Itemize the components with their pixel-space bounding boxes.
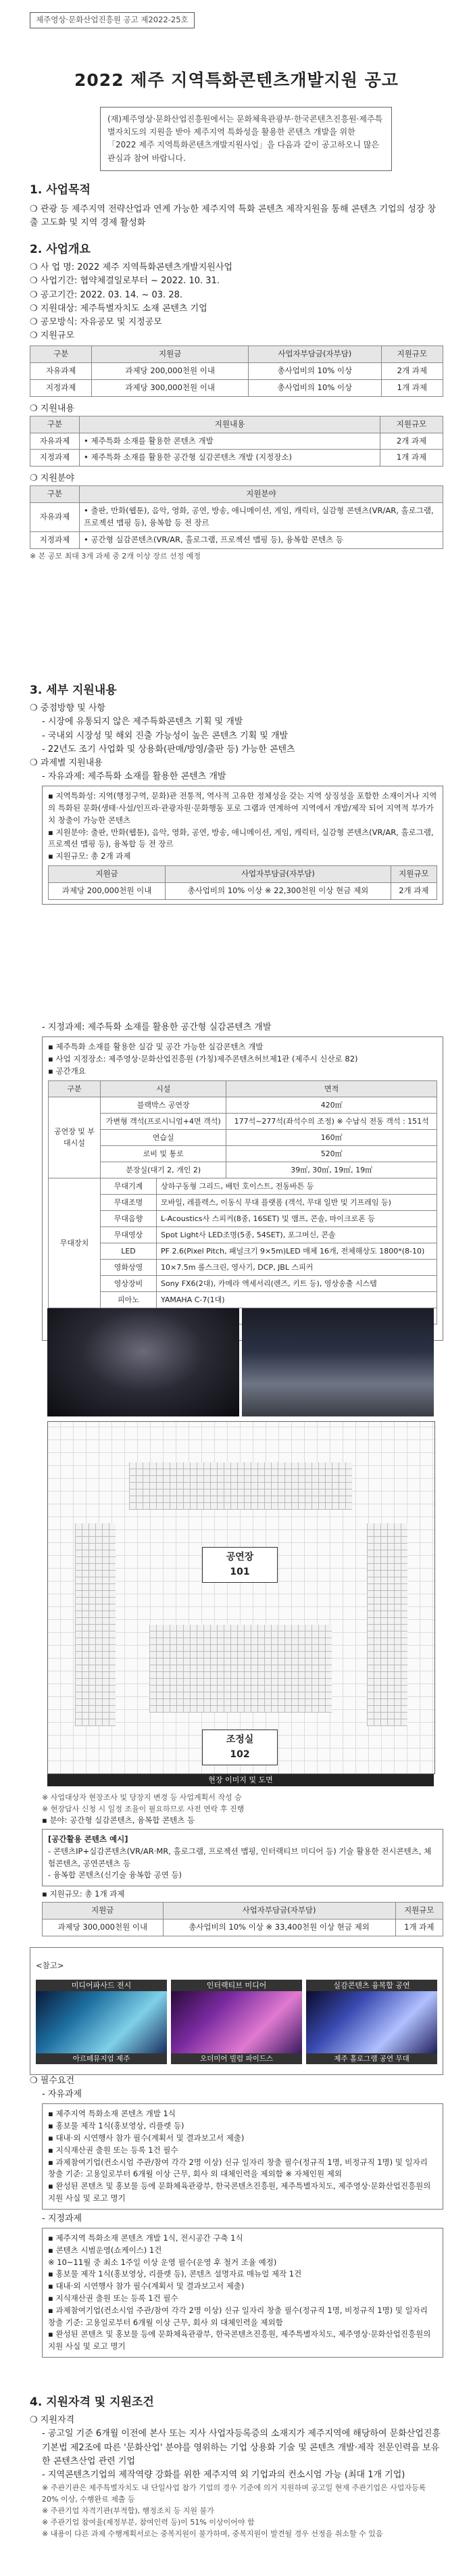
table-cell: 과제당 200,000천원 이내 xyxy=(49,882,166,899)
table-header: 구분 xyxy=(30,486,80,503)
table-cell: 지정과제 xyxy=(30,450,80,467)
table-row xyxy=(49,1292,437,1308)
table-row xyxy=(49,1178,437,1194)
table-row xyxy=(49,1243,437,1260)
example-box xyxy=(42,1829,443,1886)
requirement-item: ▪ 지식재산권 출원 또는 등록 1건 필수 xyxy=(48,2145,178,2155)
reference-item xyxy=(306,1980,437,2064)
section-requirements xyxy=(30,2074,443,2358)
table-header: 구분 xyxy=(30,416,80,433)
control-room-label: 조정실 102 xyxy=(202,1730,278,1765)
table-row xyxy=(30,531,443,548)
table-row xyxy=(49,882,437,899)
reference-heading: 미디어파사드 전시 xyxy=(36,1980,167,1991)
table-cell: 420㎡ xyxy=(226,1097,437,1113)
requirements-designated-label: - 지정과제 xyxy=(42,2213,82,2224)
designated-table xyxy=(42,1902,443,1936)
eligibility-label: ❍ 지원자격 xyxy=(30,2415,75,2426)
table-row xyxy=(49,1162,437,1178)
free-task-box xyxy=(42,786,443,905)
section-overview xyxy=(30,241,443,562)
reference-label: <참고> xyxy=(36,1960,64,1970)
table-cell: 공연장 및 부대시설 xyxy=(49,1097,101,1178)
free-task-item: ▪ 지역특화성: 지역(행정구역, 문화)관 전통적, 역사적 고유한 정체성을 갖는 지역 상징성을 포함한 소재이거나 지역의 특화된 문화(생태·사설/인프라·관광자원·문화행동 포로 그램과 연계하여 지역에서 개발/제작 되어 지역적 부가가치 창출이 가능한 콘텐츠 xyxy=(48,791,437,825)
table-header: 지원규모 xyxy=(381,346,443,363)
table-cell: 모바일, 레플렉스, 이동식 무대 플랫폼 (객석, 무대 일반 및 기프레임 등) xyxy=(157,1194,437,1210)
table-cell: 자유과제 xyxy=(30,503,80,532)
requirement-item: ▪ 콘텐츠 시범운영(쇼케이스) 1건 xyxy=(48,2245,162,2255)
table-row xyxy=(49,1276,437,1292)
table-row xyxy=(30,433,443,450)
table-row xyxy=(49,1145,437,1162)
table-cell: 가변형 객석(프로시니엄+4면 객석) xyxy=(101,1113,226,1129)
table-cell: 상하구동형 그리드, 배턴 호이스트, 전동바튼 등 xyxy=(157,1178,437,1194)
requirement-item: ▪ 과제참여기업(컨소시엄 주관/참여 각각 2명 이상) 신규 일자리 창출 필수(정규직 1명, 비정규직 1명) 및 일자리 창출 기준: 고용일로부터 6개월 이상 근무, 회사 외 대체인력을 제외함 xyxy=(48,2305,428,2327)
table-header: 사업자부담금(자부담) xyxy=(163,1902,395,1919)
reference-caption: 오더미어 빌럼 파이드스 xyxy=(171,2053,302,2064)
table-cell: L-Acoustics사 스피커(8종, 16SET) 및 앰프, 콘솔, 마이크로폰 등 xyxy=(157,1210,437,1226)
table-header: 지원내용 xyxy=(80,416,380,433)
table-header: 지원금 xyxy=(92,346,249,363)
table-row xyxy=(30,450,443,467)
designated-scale: ▪ 지원규모: 총 1개 과제 xyxy=(42,1889,125,1899)
media-facade-photo xyxy=(36,1991,167,2053)
free-task-item: ▪ 지원규모: 총 2개 과제 xyxy=(48,851,131,861)
requirements-designated-box xyxy=(42,2228,443,2358)
table-header: 사업자부담금(자부담) xyxy=(248,346,381,363)
reference-heading: 인터랙티브 미디어 xyxy=(171,1980,302,1991)
requirements-free-label: - 자유과제 xyxy=(42,2089,82,2100)
table-header: 지원금 xyxy=(49,866,166,883)
requirement-item: ▪ 홍보물 제작 1식(홍보영상, 리플렛 등), 콘텐츠 설명자료 매뉴얼 제작 1건 xyxy=(48,2269,302,2279)
table-cell: 총사업비의 10% 이상 ※ 22,300천원 이상 현금 제외 xyxy=(166,882,391,899)
floor-note: ※ 사업대상자 현장조사 및 당장지 변경 등 사업계획서 작성 승 xyxy=(42,1793,242,1802)
requirement-item: ▪ 대내·외 시연행사 참가 필수(계획서 및 결과보고서 제출) xyxy=(48,2132,245,2143)
table-header: 지원규모 xyxy=(395,1902,443,1919)
table-cell: 1개 과제 xyxy=(380,450,443,467)
reference-caption: 제주 홀로그램 공연 무대 xyxy=(306,2053,437,2064)
overview-item: ❍ 지원대상: 제주특별자치도 소재 콘텐츠 기업 xyxy=(30,303,207,314)
seat-area xyxy=(367,1523,407,1726)
table-header: 지원규모 xyxy=(391,866,437,883)
table-cell: 영상장비 xyxy=(101,1276,157,1292)
table-cell: 블랙박스 공연장 xyxy=(101,1097,226,1113)
designated-item: ▪ 공간개요 xyxy=(48,1066,86,1076)
seat-area xyxy=(149,1625,332,1713)
table-cell: 무대음향 xyxy=(101,1210,157,1226)
floor-note: ※ 현장답사 신청 시 일정 조율이 필요하므로 사전 연락 후 진행 xyxy=(42,1805,245,1814)
requirement-item: ▪ 완성된 콘텐츠 및 홍보물 등에 문화체육관광부, 한국콘텐츠진흥원, 제주특별자치도, 제주영상·문화산업진흥원의 지원 사실 및 로고 명기 xyxy=(48,2329,431,2352)
table-row xyxy=(49,1113,437,1129)
table-cell: 지정과제 xyxy=(30,531,80,548)
table-cell: 과제당 200,000천원 이내 xyxy=(92,363,249,380)
section-purpose xyxy=(30,181,443,231)
table-header: 구분 xyxy=(30,346,92,363)
reference-item xyxy=(36,1980,167,2064)
table-cell: 피아노 xyxy=(101,1292,157,1308)
section-title: 3. 세부 지원내용 xyxy=(30,684,117,697)
field-table xyxy=(30,485,443,548)
table-cell: Sony FX6(2대), 카메라 액세서리(렌즈, 키트 등), 영상송출 시스템 xyxy=(157,1276,437,1292)
table-cell: 무대기계 xyxy=(101,1178,157,1194)
table-cell: 177석~277석(좌석수의 조정) ※ 수납식 전동 객석 : 151석 xyxy=(226,1113,437,1129)
section-eligibility xyxy=(30,2393,443,2539)
overview-list xyxy=(30,261,443,343)
table-row xyxy=(49,1210,437,1226)
table-cell: 520㎡ xyxy=(226,1145,437,1162)
table-cell: 무대장치 xyxy=(49,1178,101,1308)
field-note: ※ 본 공모 최대 3개 과제 중 2개 이상 장르 선정 예정 xyxy=(30,551,201,560)
table-cell: 1개 과제 xyxy=(395,1919,443,1936)
table-cell: 지정과제 xyxy=(30,379,92,396)
example-item: - 콘텐츠IP+실감콘텐츠(VR/AR·MR, 홀로그램, 프로젝션 맵핑, 인터랙티브 미디어 등) 기술 활용한 전시콘텐츠, 체험콘텐츠, 공연콘텐츠 등 xyxy=(48,1846,432,1868)
requirements-free-box xyxy=(42,2103,443,2210)
table-cell: 160㎡ xyxy=(226,1129,437,1145)
table-cell: 2개 과제 xyxy=(381,363,443,380)
announcement-page xyxy=(30,0,443,2576)
designated-item: ▪ 제주특화 소재를 활용한 실감 및 공간 가능한 실감콘텐츠 개발 xyxy=(48,1042,264,1052)
reference-caption: 아르떼뮤지엄 제주 xyxy=(36,2053,167,2064)
eligibility-item: - 공고일 기준 6개월 이전에 본사 또는 지사 사업자등록증의 소재지가 제주지역에 해당하여 문화산업진흥 기본법 제2조에 따른 '문화산업' 분야를 영위하는 기업 상용화 기술 및 콘텐츠 개발·제작 전문인력을 보유한 콘텐츠산업 관련 기업 xyxy=(42,2429,441,2466)
hall-photo xyxy=(242,1308,434,1416)
requirement-item: ▪ 홍보물 제작 1식(홍보영상, 리플렛 등) xyxy=(48,2121,184,2131)
example-item: - 융복합 콘텐츠(신기술 융복합 공연 등) xyxy=(48,1870,182,1880)
table-header: 지원금 xyxy=(43,1902,164,1919)
requirement-item: ▪ 지식재산권 출원 또는 등록 1건 필수 xyxy=(48,2293,178,2303)
table-cell: • 제주특화 소재를 활용한 공간형 실감콘텐츠 개발 (지정장소) xyxy=(80,450,380,467)
seat-area xyxy=(75,1523,116,1726)
intro-box: (재)제주영상·문화산업진흥원에서는 문화체육관광부·한국콘텐츠진흥원·제주특별자치도의 지원을 받아 제주지역 특화성을 활용한 콘텐츠 개발을 위한 「2022 제주 지역특화콘텐츠개발지원사업」을 다음과 같이 공고하오니 많은 관심과 참여 바랍니다. xyxy=(100,107,392,171)
priority-label: ❍ 중점방향 및 사항 xyxy=(30,703,105,714)
table-cell: 연습실 xyxy=(101,1129,226,1145)
interactive-media-photo xyxy=(171,1991,302,2053)
free-task-item: ▪ 지원분야: 출판, 만화(웹툰), 음악, 영화, 공연, 방송, 애니메이션, 게임, 캐릭터, 실감형 콘텐츠(VR/AR, 홀로그램, 프로젝션 맵핑 등), 융복합 등 전 장르 xyxy=(48,827,434,849)
priority-item: - 국내외 시장성 및 해외 진출 가능성이 높은 콘텐츠 기획 및 개발 xyxy=(42,730,289,741)
scale-table xyxy=(30,345,443,396)
table-cell: 자유과제 xyxy=(30,363,92,380)
reference-row xyxy=(36,1980,437,2064)
table-cell: LED xyxy=(101,1243,157,1260)
example-title: [공간활용 콘텐츠 예시] xyxy=(48,1834,128,1844)
table-row xyxy=(30,363,443,380)
eligibility-note: ※ 내용이 다른 과제 수행계획서로는 중복지원이 불가하며, 중복지원이 발견될 경우 선정을 취소할 수 있음 xyxy=(42,2529,383,2539)
reference-box xyxy=(30,1947,443,2075)
table-header: 면적 xyxy=(226,1080,437,1097)
table-header: 지원분야 xyxy=(80,486,443,503)
overview-item: ❍ 지원규모 xyxy=(30,331,75,341)
designated-label: - 지정과제: 제주특화 소재를 활용한 공간형 실감콘텐츠 개발 xyxy=(42,1022,272,1032)
section-title: 1. 사업목적 xyxy=(30,183,91,197)
table-cell: 1개 과제 xyxy=(381,379,443,396)
notice-number: 제주영상·문화산업진흥원 공고 제2022-25호 xyxy=(30,12,195,28)
table-cell: 영화상영 xyxy=(101,1260,157,1276)
priority-item: - 22년도 조기 사업화 및 상용화(판매/방영/출판 등) 가능한 콘텐츠 xyxy=(42,744,295,755)
designated-box xyxy=(42,1036,443,1341)
overview-item: ❍ 사업기간: 협약체결일로부터 ~ 2022. 10. 31. xyxy=(30,276,220,287)
floor-note: ▪ 분야: 공간형 실감콘텐츠, 융복합 콘텐츠 등 xyxy=(42,1815,195,1826)
purpose-text: ❍ 관광 등 제주지역 전략산업과 연계 가능한 제주지역 특화 콘텐츠 제작지원을 통해 콘텐츠 기업의 성장 창출 고도화 및 지역 경제 활성화 xyxy=(30,204,437,229)
table-header: 지원규모 xyxy=(380,416,443,433)
table-cell: 로비 및 통로 xyxy=(101,1145,226,1162)
table-cell: 39㎡, 30㎡, 19㎡, 19㎡ xyxy=(226,1162,437,1178)
section-title: 2. 사업개요 xyxy=(30,243,91,256)
table-cell: 총사업비의 10% 이상 ※ 33,400천원 이상 현금 제외 xyxy=(163,1919,395,1936)
table-cell: 10×7.5m 롤스크린, 영사기, DCP, JBL 스피커 xyxy=(157,1260,437,1276)
eligibility-item: - 지역콘텐츠기업의 제작역량 강화를 위한 제주지역 외 기업과의 컨소시엄 가능 (최대 1개 기업) xyxy=(42,2469,405,2480)
space-table xyxy=(48,1080,437,1325)
eligibility-note: ※ 주관기업 자격기관(부적합), 행정조치 등 지원 불가 xyxy=(42,2506,214,2516)
eligibility-note: ※ 주관기업 참여율(제정부분, 참여인력 등)이 51% 이상이어야 함 xyxy=(42,2518,255,2527)
table-row xyxy=(30,503,443,532)
designated-item: ▪ 사업 지정장소: 제주영상·문화산업진흥원 (가칭)제주콘텐츠허브제1관 (제주시 신산로 82) xyxy=(48,1053,358,1064)
table-cell: • 공간형 실감콘텐츠(VR/AR, 홀로그램, 프로젝션 맵핑 등), 융복합 콘텐츠 등 xyxy=(80,531,443,548)
requirements-label: ❍ 필수요건 xyxy=(30,2076,75,2086)
table-cell: Spot Light사 LED조명(5종, 54SET), 포그머신, 콘솔 xyxy=(157,1227,437,1243)
table-cell: 분장실(대기 2, 개인 2) xyxy=(101,1162,226,1178)
table-cell: 2개 과제 xyxy=(391,882,437,899)
requirement-item: ▪ 대내·외 시연행사 참가 필수(계획서 및 결과보고서 제출) xyxy=(48,2281,245,2291)
table-cell: 과제당 300,000천원 이내 xyxy=(43,1919,164,1936)
requirement-item: ▪ 완성된 콘텐츠 및 홍보물 등에 문화체육관광부, 한국콘텐츠진흥원, 제주특별자치도, 제주영상·문화산업진흥원의 지원 사실 및 로고 명기 xyxy=(48,2181,431,2203)
table-header: 시설 xyxy=(101,1080,226,1097)
free-task-table xyxy=(48,865,437,900)
designated-task xyxy=(30,1021,443,1341)
table-header: 사업자부담금(자부담) xyxy=(166,866,391,883)
content-table xyxy=(30,416,443,467)
table-cell: 총사업비의 10% 이상 xyxy=(248,363,381,380)
requirement-item: ▪ 제주지역 특화소재 콘텐츠 개발 1식 xyxy=(48,2109,176,2119)
by-task-label: ❍ 과제별 지원내용 xyxy=(30,757,103,768)
free-task-label: - 자유과제: 제주특화 소재를 활용한 콘텐츠 개발 xyxy=(42,771,226,782)
table-header: 구분 xyxy=(49,1080,101,1097)
table-cell: 과제당 300,000천원 이내 xyxy=(92,379,249,396)
table-row xyxy=(49,1129,437,1145)
table-row xyxy=(49,1194,437,1210)
field-label: ❍ 지원분야 xyxy=(30,473,75,484)
content-label: ❍ 지원내용 xyxy=(30,403,75,414)
table-row xyxy=(49,1227,437,1243)
eligibility-note: ※ 주관기관은 제주특별자치도 내 단일사업 참가 기업의 경우 기준에 의거 지원하며 공고일 현재 주관기업은 사업자등록 20% 이상, 수행완료 제출 등 xyxy=(42,2483,426,2504)
section-title: 4. 지원자격 및 지원조건 xyxy=(30,2395,154,2409)
requirement-item: ※ 10~11월 중 최소 1주일 이상 운영 필수(운영 후 철거 조율 예정) xyxy=(48,2257,277,2267)
overview-item: ❍ 공모방식: 자유공모 및 지정공모 xyxy=(30,316,162,327)
table-cell: YAMAHA C-7(1대) xyxy=(157,1292,437,1308)
table-cell: 2개 과제 xyxy=(380,433,443,450)
overview-item: ❍ 공고기간: 2022. 03. 14. ~ 03. 28. xyxy=(30,289,182,300)
table-row xyxy=(43,1919,443,1936)
reference-item xyxy=(171,1980,302,2064)
table-row xyxy=(49,1097,437,1113)
overview-item: ❍ 사 업 명: 2022 제주 지역특화콘텐츠개발지원사업 xyxy=(30,262,232,273)
page-title: 2022 제주 지역특화콘텐츠개발지원 공고 xyxy=(74,70,399,90)
requirement-item: ▪ 과제참여기업(컨소시엄 주관/참여 각각 2명 이상) 신규 일자리 창출 필수(정규직 1명, 비정규직 1명) 및 일자리 창출 기준: 고용일로부터 6개월 이상 근무, 회사 외 대체인력을 제외함 ※ 자체인원 제외 xyxy=(48,2157,428,2179)
hologram-show-photo xyxy=(306,1991,437,2053)
floor-notes xyxy=(30,1792,443,1936)
table-cell: • 제주특화 소재를 활용한 콘텐츠 개발 xyxy=(80,433,380,450)
seat-area xyxy=(129,1462,352,1510)
priority-item: - 시장에 유통되지 않은 제주특화콘텐츠 기획 및 개발 xyxy=(42,717,243,728)
hall-label: 공연장 101 xyxy=(202,1547,278,1583)
table-cell: 자유과제 xyxy=(30,433,80,450)
section-detail xyxy=(30,682,443,905)
table-cell: • 출판, 만화(웹툰), 음악, 영화, 공연, 방송, 애니메이션, 게임, 캐릭터, 실감형 콘텐츠(VR/AR, 홀로그램, 프로젝션 맵핑 등), 융복합 등 전 장르 xyxy=(80,503,443,532)
table-cell: 무대영상 xyxy=(101,1227,157,1243)
table-cell: 무대조명 xyxy=(101,1194,157,1210)
stage-photo xyxy=(47,1308,239,1416)
table-row xyxy=(30,379,443,396)
floor-caption: 현장 이미지 및 도면 xyxy=(47,1774,434,1786)
table-cell: PF 2.6(Pixel Pitch, 패널크기 9×5m)LED 매체 16개, 전체해상도 1800*(8-10) xyxy=(157,1243,437,1260)
floor-plan xyxy=(47,1421,435,1774)
reference-heading: 실감콘텐츠 융복합 공연 xyxy=(306,1980,437,1991)
table-cell: 총사업비의 10% 이상 xyxy=(248,379,381,396)
requirement-item: ▪ 제주지역 특화소재 콘텐츠 개발 1식, 전시공간 구축 1식 xyxy=(48,2233,243,2243)
table-row xyxy=(49,1260,437,1276)
